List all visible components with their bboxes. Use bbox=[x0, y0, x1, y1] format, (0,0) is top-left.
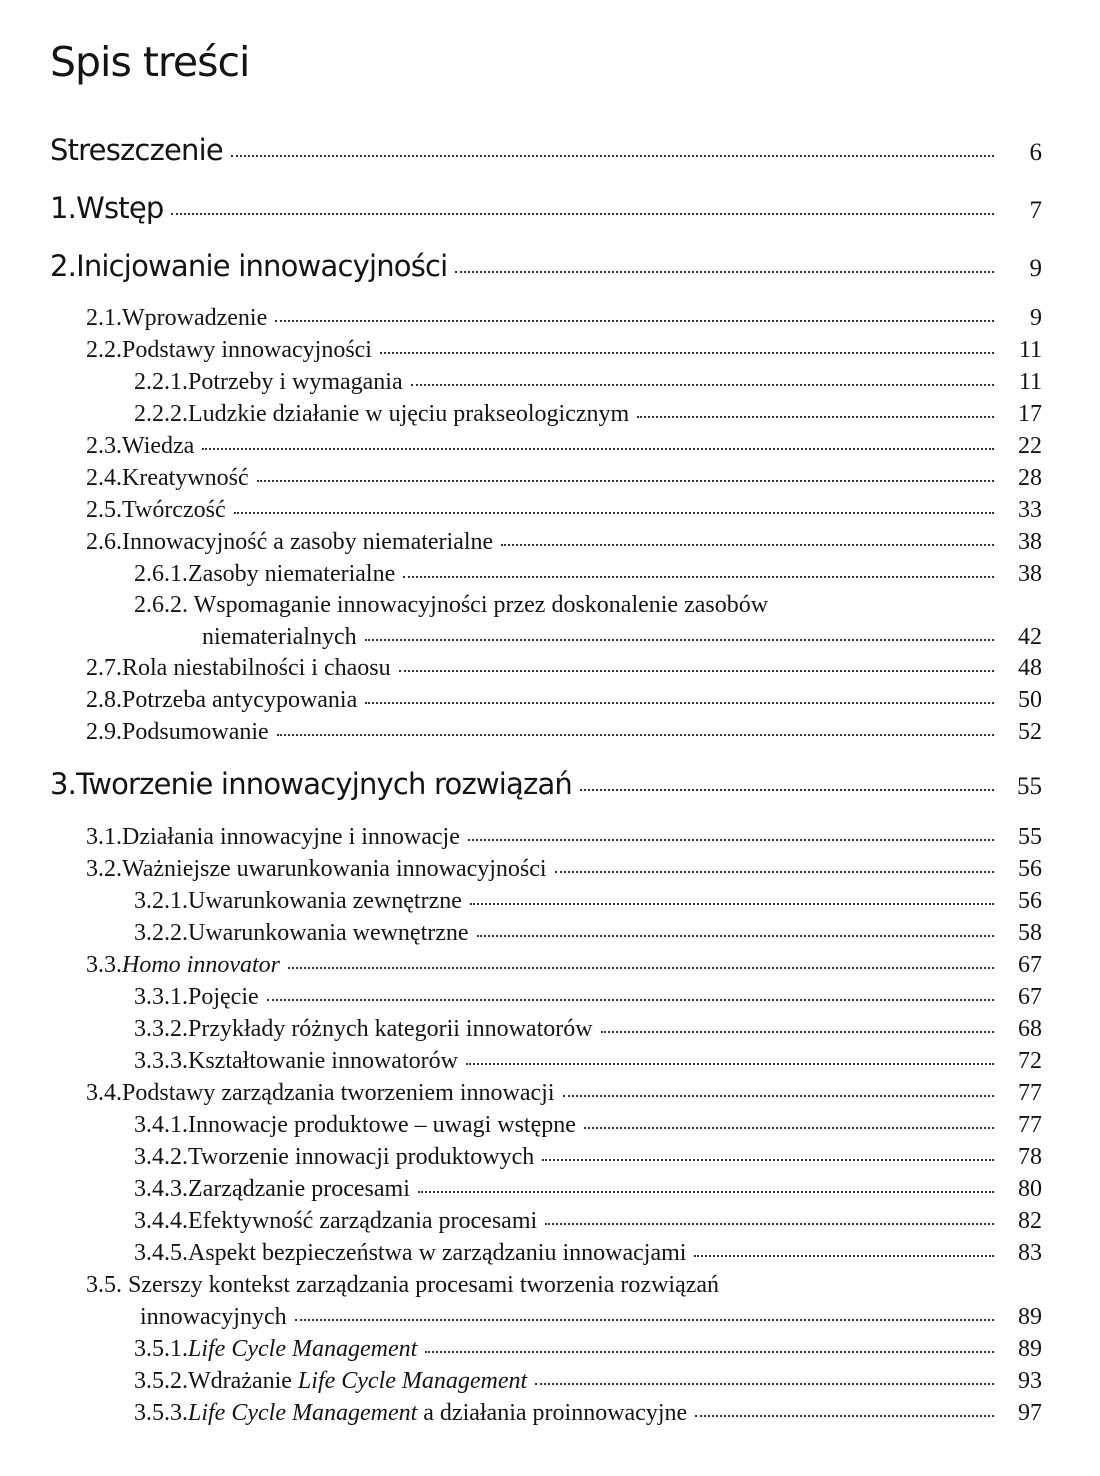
leader-dots bbox=[580, 787, 994, 791]
toc-entry-number: 2.5. bbox=[86, 497, 122, 523]
toc-entry-number: 2.3. bbox=[86, 433, 122, 459]
toc-entry-2-2-1[interactable] bbox=[134, 370, 1042, 394]
toc-page-number: 38 bbox=[1018, 529, 1042, 555]
toc-page-number: 72 bbox=[1018, 1048, 1042, 1074]
toc-entry-number: 3.4.2. bbox=[134, 1144, 188, 1170]
toc-entry-label: Działania innowacyjne i innowacje bbox=[122, 824, 460, 850]
toc-entry-number: 3.3. bbox=[86, 952, 122, 978]
leader-dots bbox=[399, 668, 994, 672]
leader-dots bbox=[694, 1253, 994, 1257]
toc-entry-3-5-2[interactable] bbox=[134, 1369, 1042, 1393]
toc-entry-label: Innowacyjność a zasoby niematerialne bbox=[122, 529, 494, 555]
toc-entry-label-wrap bbox=[188, 1337, 417, 1361]
toc-page-number: 67 bbox=[1018, 984, 1042, 1010]
leader-dots bbox=[425, 1349, 994, 1353]
toc-entry-label: Wiedza bbox=[122, 433, 195, 459]
toc-page-number: 17 bbox=[1018, 401, 1042, 427]
leader-dots bbox=[545, 1221, 994, 1225]
toc-entry-3-4-4[interactable] bbox=[134, 1209, 1042, 1233]
toc-page-number: 56 bbox=[1018, 888, 1042, 914]
toc-page-number: 38 bbox=[1018, 561, 1042, 587]
toc-entry-3-3-1[interactable] bbox=[134, 985, 1042, 1009]
toc-entry-number: 3.4.1. bbox=[134, 1112, 188, 1138]
leader-dots bbox=[277, 732, 994, 736]
toc-entry-label: Kształtowanie innowatorów bbox=[188, 1048, 458, 1074]
toc-entry-label: Zarządzanie procesami bbox=[188, 1176, 410, 1202]
leader-dots bbox=[403, 574, 994, 578]
toc-page-number: 83 bbox=[1018, 1240, 1042, 1266]
toc-entry-label: Tworzenie innowacyjnych rozwiązań bbox=[76, 767, 573, 801]
toc-entry-2-2-2[interactable] bbox=[134, 402, 1042, 426]
toc-entry-label-wrap bbox=[188, 1369, 527, 1393]
leader-dots bbox=[637, 414, 994, 418]
toc-entry-label: Streszczenie bbox=[50, 133, 223, 167]
leader-dots bbox=[468, 837, 994, 841]
toc-entry-number: 3.4. bbox=[86, 1080, 122, 1106]
toc-entry-2-2[interactable] bbox=[86, 338, 1042, 362]
toc-entry-2-4[interactable] bbox=[86, 466, 1042, 490]
toc-entry-label-continued: innowacyjnych bbox=[140, 1304, 287, 1330]
toc-entry-label: Life Cycle Management bbox=[188, 1336, 418, 1362]
toc-entry-number: 3.4.4. bbox=[134, 1208, 188, 1234]
leader-dots bbox=[542, 1157, 994, 1161]
leader-dots bbox=[584, 1125, 994, 1129]
leader-dots bbox=[257, 478, 994, 482]
toc-page-number: 6 bbox=[1029, 139, 1042, 166]
leader-dots bbox=[267, 997, 994, 1001]
toc-entry-number: 2.9. bbox=[86, 719, 122, 745]
toc-entry-label: Wdrażanie bbox=[188, 1368, 298, 1394]
toc-entry-2-6-1[interactable] bbox=[134, 562, 1042, 586]
leader-dots bbox=[234, 510, 994, 514]
toc-entry-label: Aspekt bezpieczeństwa w zarządzaniu innowacjami bbox=[188, 1240, 687, 1266]
toc-page-number: 11 bbox=[1018, 337, 1042, 363]
toc-entry-3-3[interactable] bbox=[86, 953, 1042, 977]
toc-entry-3-3-2[interactable] bbox=[134, 1017, 1042, 1041]
toc-entry-label-continued: niematerialnych bbox=[202, 624, 357, 650]
toc-entry-number: 3. bbox=[50, 767, 77, 801]
toc-entry-label: Kreatywność bbox=[122, 465, 249, 491]
leader-dots bbox=[288, 965, 994, 969]
toc-page-number: 58 bbox=[1018, 920, 1042, 946]
toc-entry-3-2[interactable] bbox=[86, 857, 1042, 881]
toc-entry-2-7[interactable] bbox=[86, 656, 1042, 680]
toc-entry-2-6-2[interactable] bbox=[202, 625, 1042, 649]
toc-entry-number: 3.2. bbox=[86, 856, 122, 882]
toc-page-number: 11 bbox=[1018, 369, 1042, 395]
toc-entry-2[interactable] bbox=[50, 249, 1042, 283]
toc-entry-label: Innowacje produktowe – uwagi wstępne bbox=[188, 1112, 576, 1138]
toc-page-number: 48 bbox=[1018, 655, 1042, 681]
toc-entry-2-1[interactable] bbox=[86, 306, 1042, 330]
toc-entry-number: 2.6. bbox=[86, 529, 122, 555]
toc-entry-number: 3.3.1. bbox=[134, 984, 188, 1010]
toc-entry-number: 2.7. bbox=[86, 655, 122, 681]
toc-entry-number: 3.4.5. bbox=[134, 1240, 188, 1266]
toc-entry-label-italic: Life Cycle Management bbox=[297, 1368, 528, 1394]
toc-page-number: 77 bbox=[1018, 1080, 1042, 1106]
toc-page-number: 68 bbox=[1018, 1016, 1042, 1042]
toc-entry-1[interactable] bbox=[50, 191, 1042, 225]
toc-entry-label: Wprowadzenie bbox=[122, 305, 268, 331]
toc-entry-2-8[interactable] bbox=[86, 688, 1042, 712]
toc-page-number: 9 bbox=[1030, 305, 1042, 331]
leader-dots bbox=[555, 869, 994, 873]
toc-entry-3-5-1[interactable] bbox=[134, 1337, 1042, 1361]
toc-entry-label: Przykłady różnych kategorii innowatorów bbox=[188, 1016, 593, 1042]
toc-entry-number: 3.3.2. bbox=[134, 1016, 188, 1042]
leader-dots bbox=[601, 1029, 994, 1033]
toc-entry-label: Wstęp bbox=[76, 191, 164, 225]
toc-page-number: 93 bbox=[1018, 1368, 1042, 1394]
leader-dots bbox=[470, 901, 994, 905]
toc-entry-label: Uwarunkowania wewnętrzne bbox=[188, 920, 469, 946]
toc-entry-label: Ważniejsze uwarunkowania innowacyjności bbox=[122, 856, 547, 882]
leader-dots bbox=[365, 637, 994, 641]
toc-entry-number: 2.2.2. bbox=[134, 401, 188, 427]
toc-entry-number: 2.1. bbox=[86, 305, 122, 331]
toc-entry-label: Twórczość bbox=[122, 497, 226, 523]
toc-entry-label: Inicjowanie innowacyjności bbox=[76, 249, 448, 283]
toc-entry-number: 3.5.2. bbox=[134, 1368, 188, 1394]
toc-entry-number: 2.4. bbox=[86, 465, 122, 491]
toc-entry-3-5-first-line[interactable] bbox=[86, 1273, 719, 1297]
toc-entry-label: Podstawy zarządzania tworzeniem innowacji bbox=[122, 1080, 555, 1106]
toc-entry-number: 2.6.2. bbox=[134, 592, 194, 618]
toc-entry-number: 3.2.1. bbox=[134, 888, 188, 914]
toc-entry-3-4-3[interactable] bbox=[134, 1177, 1042, 1201]
toc-page-number: 55 bbox=[1018, 824, 1042, 850]
toc-entry-number: 3.5.1. bbox=[134, 1336, 188, 1362]
leader-dots bbox=[411, 382, 994, 386]
toc-page-number: 78 bbox=[1018, 1144, 1042, 1170]
toc-entry-label: Ludzkie działanie w ujęciu prakseologicznym bbox=[188, 401, 630, 427]
toc-entry-label: Szerszy kontekst zarządzania procesami tworzenia rozwiązań bbox=[128, 1272, 720, 1298]
toc-entry-number: 3.5. bbox=[86, 1272, 128, 1298]
toc-entry-label: Potrzeby i wymagania bbox=[188, 369, 403, 395]
toc-entry-label: Podsumowanie bbox=[122, 719, 269, 745]
leader-dots bbox=[695, 1413, 994, 1417]
toc-page-number: 52 bbox=[1018, 719, 1042, 745]
toc-page-number: 50 bbox=[1018, 687, 1042, 713]
leader-dots bbox=[455, 269, 994, 273]
toc-entry-2-5[interactable] bbox=[86, 498, 1042, 522]
toc-entry-number: 3.5.3. bbox=[134, 1400, 188, 1426]
toc-page-number: 7 bbox=[1029, 197, 1042, 224]
toc-page-number: 82 bbox=[1018, 1208, 1042, 1234]
leader-dots bbox=[477, 933, 994, 937]
toc-entry-label: Efektywność zarządzania procesami bbox=[188, 1208, 538, 1234]
toc-entry-3-1[interactable] bbox=[86, 825, 1042, 849]
toc-entry-3-4-1[interactable] bbox=[134, 1113, 1042, 1137]
toc-entry-3-4[interactable] bbox=[86, 1081, 1042, 1105]
leader-dots bbox=[535, 1381, 994, 1385]
toc-entry-number: 3.4.3. bbox=[134, 1176, 188, 1202]
toc-entry-label-wrap bbox=[188, 1401, 687, 1425]
leader-dots bbox=[501, 542, 994, 546]
toc-entry-number: 2.2. bbox=[86, 337, 122, 363]
toc-entry-label: Zasoby niematerialne bbox=[188, 561, 396, 587]
toc-page-number: 42 bbox=[1018, 624, 1042, 650]
toc-entry-label: Potrzeba antycypowania bbox=[122, 687, 358, 713]
toc-page-number: 9 bbox=[1029, 255, 1042, 282]
leader-dots bbox=[295, 1317, 994, 1321]
toc-entry-label: Wspomaganie innowacyjności przez doskonalenie zasobów bbox=[193, 592, 769, 618]
toc-entry-3-2-2[interactable] bbox=[134, 921, 1042, 945]
toc-entry-number: 3.3.3. bbox=[134, 1048, 188, 1074]
toc-page-number: 55 bbox=[1017, 773, 1042, 800]
toc-page-number: 28 bbox=[1018, 465, 1042, 491]
leader-dots bbox=[171, 211, 994, 215]
toc-entry-label: Rola niestabilności i chaosu bbox=[122, 655, 391, 681]
toc-entry-streszczenie[interactable] bbox=[50, 133, 1042, 167]
leader-dots bbox=[380, 350, 994, 354]
toc-entry-3-5-3[interactable] bbox=[134, 1401, 1042, 1425]
toc-entry-number: 2.6.1. bbox=[134, 561, 188, 587]
toc-entry-label: a działania proinnowacyjne bbox=[417, 1400, 688, 1426]
toc-entry-number: 3.2.2. bbox=[134, 920, 188, 946]
toc-page-number: 89 bbox=[1018, 1304, 1042, 1330]
toc-page-number: 77 bbox=[1018, 1112, 1042, 1138]
toc-page-number: 89 bbox=[1018, 1336, 1042, 1362]
toc-entry-3[interactable] bbox=[50, 767, 1042, 801]
toc-entry-label: Pojęcie bbox=[188, 984, 259, 1010]
page-title: Spis treści bbox=[50, 38, 250, 86]
toc-entry-label-italic: Life Cycle Management bbox=[188, 1400, 418, 1426]
leader-dots bbox=[202, 446, 994, 450]
toc-entry-2-9[interactable] bbox=[86, 720, 1042, 744]
toc-entry-label: Homo innovator bbox=[122, 952, 280, 978]
toc-entry-number: 2. bbox=[50, 249, 77, 283]
toc-entry-2-6-2-first-line[interactable] bbox=[134, 593, 768, 617]
leader-dots bbox=[275, 318, 994, 322]
toc-entry-number: 1. bbox=[50, 191, 77, 225]
leader-dots bbox=[466, 1061, 994, 1065]
toc-entry-3-2-1[interactable] bbox=[134, 889, 1042, 913]
toc-page-number: 67 bbox=[1018, 952, 1042, 978]
toc-entry-3-4-5[interactable] bbox=[134, 1241, 1042, 1265]
toc-entry-label: Uwarunkowania zewnętrzne bbox=[188, 888, 462, 914]
toc-entry-number: 3.1. bbox=[86, 824, 122, 850]
toc-page-number: 80 bbox=[1018, 1176, 1042, 1202]
toc-entry-number: 2.2.1. bbox=[134, 369, 188, 395]
leader-dots bbox=[563, 1093, 995, 1097]
toc-page-number: 22 bbox=[1018, 433, 1042, 459]
leader-dots bbox=[365, 700, 994, 704]
leader-dots bbox=[231, 153, 994, 157]
toc-page-number: 97 bbox=[1018, 1400, 1042, 1426]
toc-entry-label: Podstawy innowacyjności bbox=[122, 337, 372, 363]
toc-entry-3-5[interactable] bbox=[140, 1305, 1042, 1329]
toc-entry-label: Tworzenie innowacji produktowych bbox=[188, 1144, 535, 1170]
toc-entry-3-4-2[interactable] bbox=[134, 1145, 1042, 1169]
toc-page-number: 33 bbox=[1018, 497, 1042, 523]
toc-entry-3-3-3[interactable] bbox=[134, 1049, 1042, 1073]
toc-page-number: 56 bbox=[1018, 856, 1042, 882]
toc-entry-2-3[interactable] bbox=[86, 434, 1042, 458]
toc-entry-label-wrap bbox=[122, 953, 280, 977]
toc-entry-2-6[interactable] bbox=[86, 530, 1042, 554]
toc-entry-number: 2.8. bbox=[86, 687, 122, 713]
leader-dots bbox=[418, 1189, 994, 1193]
